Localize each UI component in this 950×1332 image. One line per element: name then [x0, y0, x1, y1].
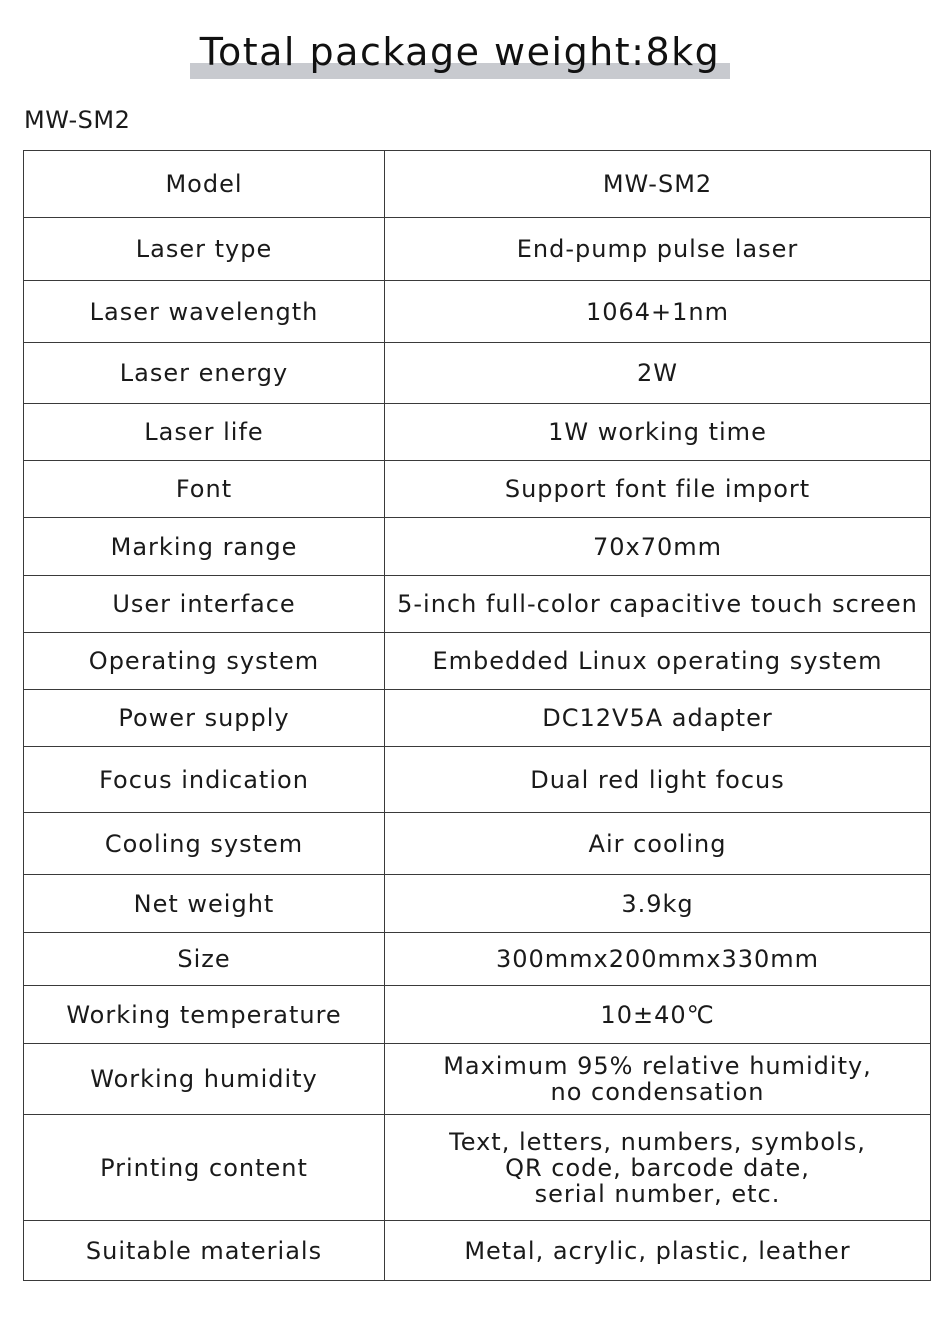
param-name: User interface	[24, 576, 385, 633]
param-value	[385, 1221, 931, 1281]
param-name: Laser energy	[24, 343, 385, 404]
param-value	[385, 747, 931, 813]
value-line: End-pump pulse laser	[516, 235, 799, 263]
param-value	[385, 933, 931, 986]
model-label: MW-SM2	[24, 106, 131, 134]
table-row	[24, 633, 931, 690]
param-value	[385, 633, 931, 690]
param-value	[385, 813, 931, 875]
param-name: Font	[24, 461, 385, 518]
value-line: MW-SM2	[602, 170, 713, 198]
param-name: Working temperature	[24, 986, 385, 1044]
value-line: 1W working time	[548, 418, 767, 446]
table-row	[24, 576, 931, 633]
param-value	[385, 343, 931, 404]
table-row	[24, 281, 931, 343]
table-row	[24, 986, 931, 1044]
param-value	[385, 518, 931, 576]
param-name: Suitable materials	[24, 1221, 385, 1281]
value-line: 3.9kg	[621, 889, 694, 918]
value-line: Maximum 95% relative humidity,	[443, 1052, 872, 1080]
spec-table	[23, 150, 931, 1281]
param-value	[385, 986, 931, 1044]
value-line: 10±40℃	[600, 1000, 715, 1029]
value-line: Embedded Linux operating system	[432, 647, 883, 675]
value-line: Dual red light focus	[530, 765, 785, 794]
table-row	[24, 747, 931, 813]
value-line: 5-inch full-color capacitive touch screen	[397, 590, 918, 618]
table-row	[24, 218, 931, 281]
value-line: 2W	[637, 359, 678, 387]
page-title: Total package weight:8kg	[199, 30, 721, 74]
param-value	[385, 461, 931, 518]
param-name: Working humidity	[24, 1044, 385, 1115]
table-row	[24, 461, 931, 518]
param-value	[385, 1044, 931, 1115]
param-value	[385, 281, 931, 343]
param-name: Marking range	[24, 518, 385, 576]
table-row	[24, 518, 931, 576]
param-name: Size	[24, 933, 385, 986]
value-line: Metal, acrylic, plastic, leather	[464, 1236, 851, 1265]
param-value	[385, 875, 931, 933]
param-value	[385, 151, 931, 218]
param-name: Operating system	[24, 633, 385, 690]
table-row	[24, 1221, 931, 1281]
title-block	[190, 26, 730, 80]
value-line: 300mmx200mmx330mm	[495, 945, 820, 973]
table-row	[24, 1115, 931, 1221]
value-line: serial number, etc.	[534, 1179, 781, 1208]
param-value	[385, 690, 931, 747]
table-row	[24, 813, 931, 875]
value-line: DC12V5A adapter	[542, 704, 773, 732]
table-row	[24, 1044, 931, 1115]
table-row	[24, 151, 931, 218]
value-line: no condensation	[550, 1078, 765, 1106]
value-line: QR code, barcode date,	[505, 1153, 810, 1182]
table-row	[24, 933, 931, 986]
param-name: Laser type	[24, 218, 385, 281]
table-row	[24, 875, 931, 933]
table-row	[24, 404, 931, 461]
value-line: Support font file import	[504, 475, 811, 503]
param-value	[385, 576, 931, 633]
value-line: Text, letters, numbers, symbols,	[449, 1127, 866, 1156]
param-value	[385, 1115, 931, 1221]
value-line: 1064+1nm	[585, 297, 730, 326]
param-name: Laser wavelength	[24, 281, 385, 343]
table-row	[24, 343, 931, 404]
param-value	[385, 218, 931, 281]
param-name: Cooling system	[24, 813, 385, 875]
table-row	[24, 690, 931, 747]
param-name: Focus indication	[24, 747, 385, 813]
param-name: Printing content	[24, 1115, 385, 1221]
value-line: Air cooling	[588, 829, 727, 858]
param-name: Net weight	[24, 875, 385, 933]
param-name: Laser life	[24, 404, 385, 461]
param-name: Model	[24, 151, 385, 218]
value-line: 70x70mm	[592, 532, 723, 561]
param-name: Power supply	[24, 690, 385, 747]
param-value	[385, 404, 931, 461]
